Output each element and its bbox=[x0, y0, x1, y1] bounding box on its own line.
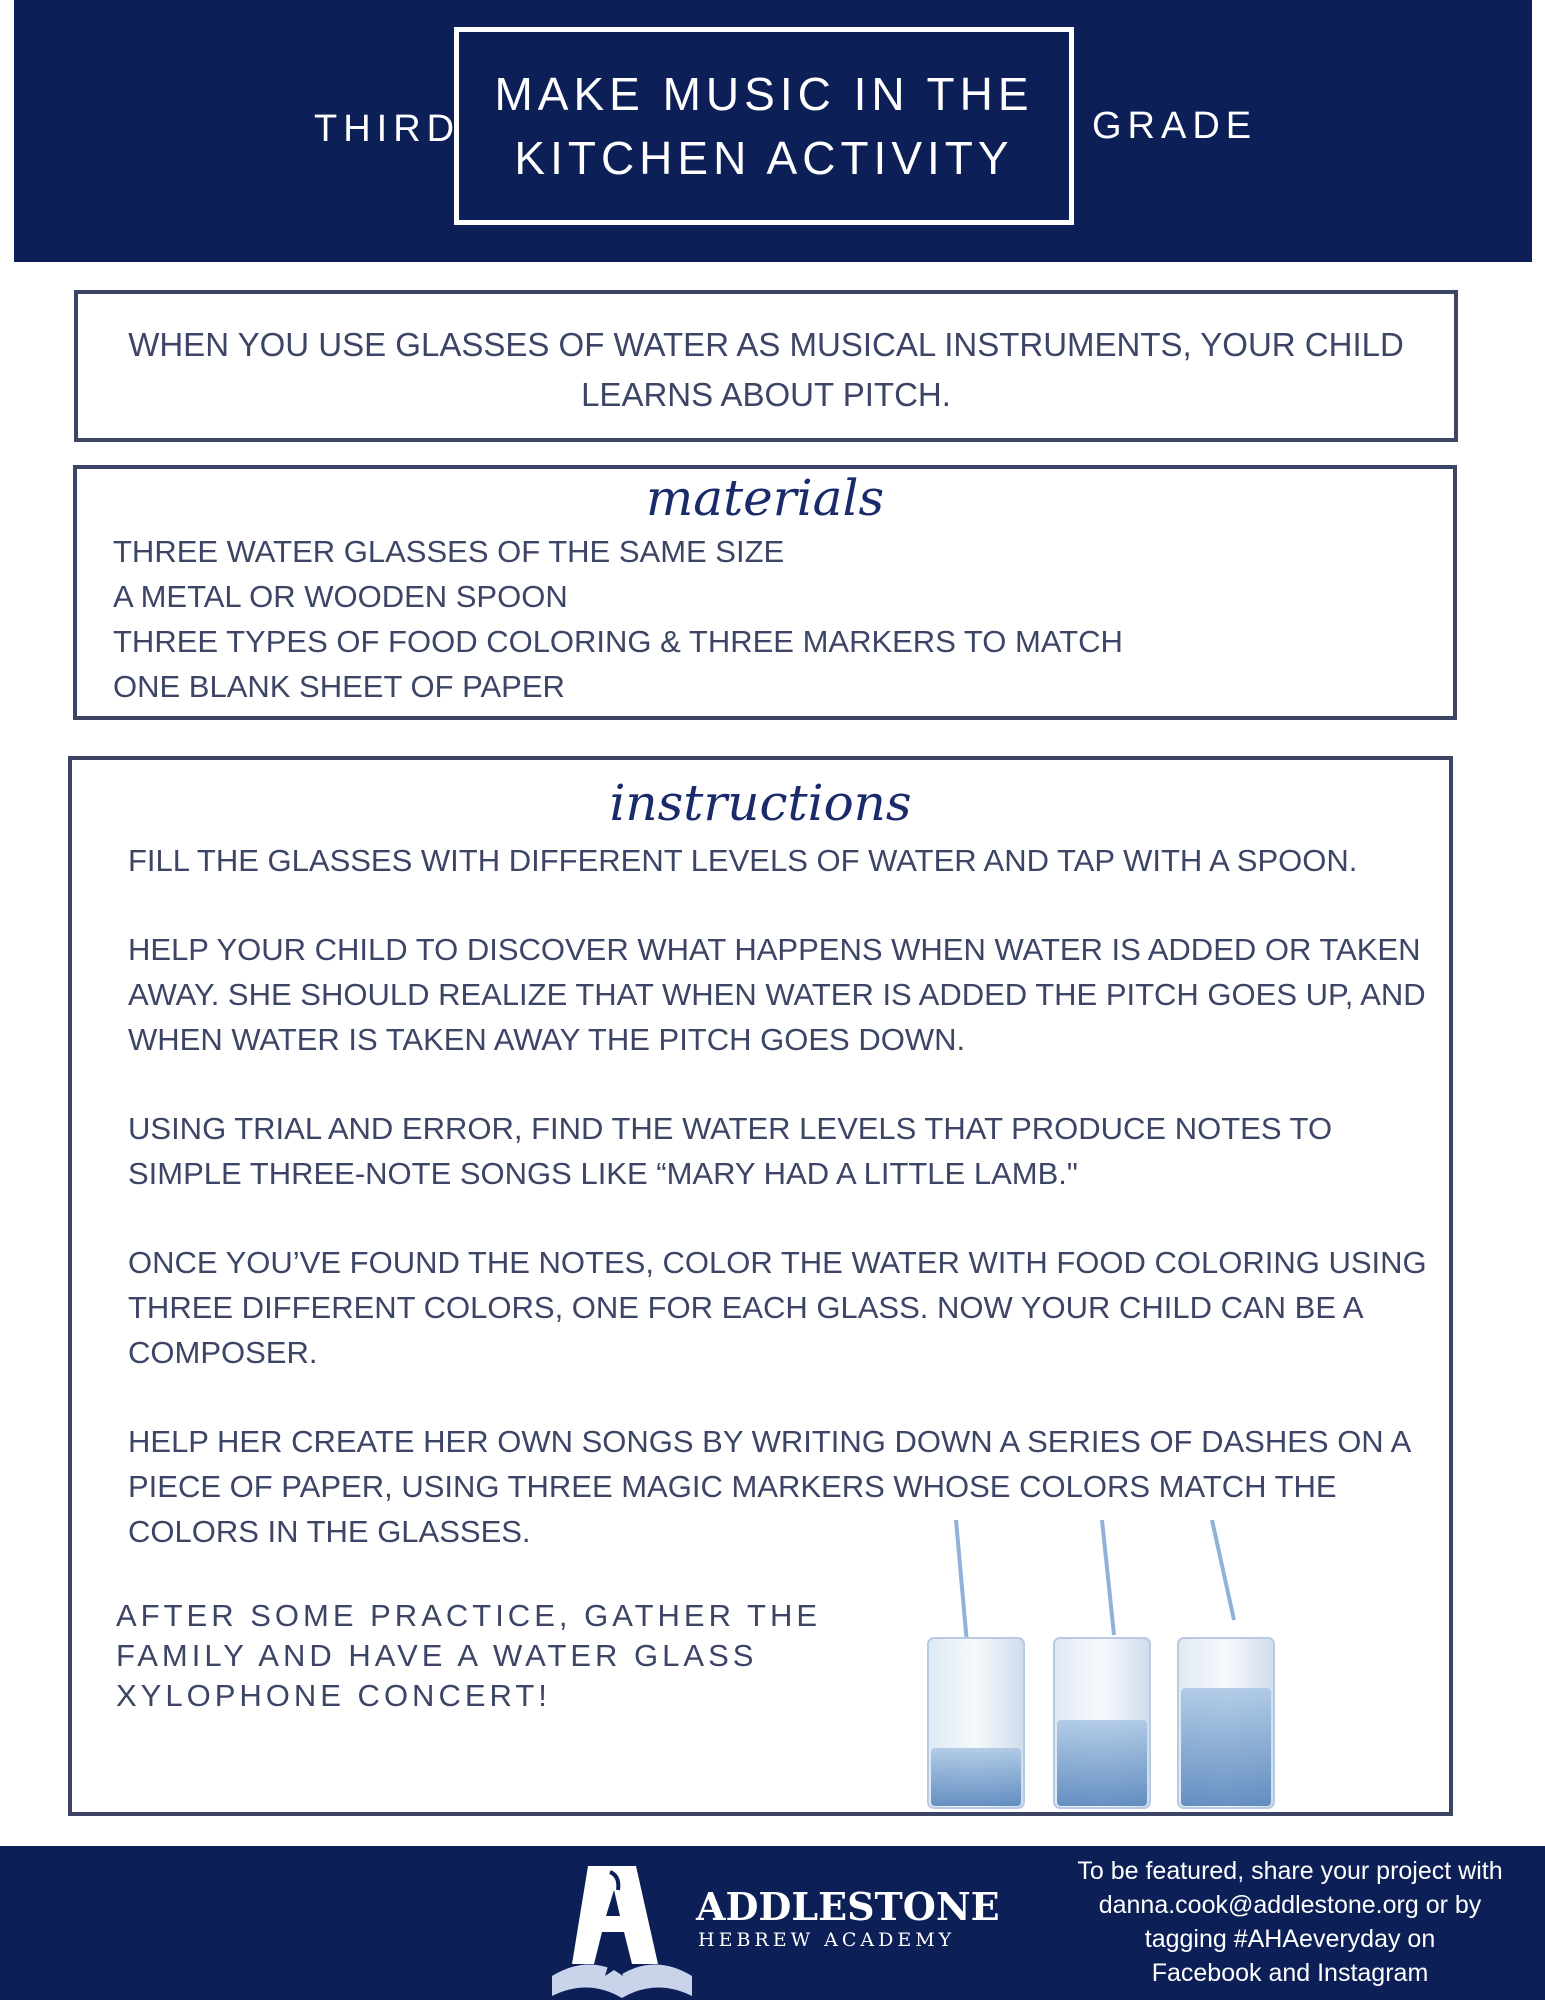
logo-a-book-icon bbox=[548, 1846, 698, 2000]
instruction-step: HELP YOUR CHILD TO DISCOVER WHAT HAPPENS WHEN WATER IS ADDED OR TAKEN AWAY. SHE SHOULD REALIZE THAT WHEN WATER IS ADDED THE PITCH GOES UP, AND WHEN WATER IS TAKEN AWAY THE PITCH GOES DOWN. bbox=[128, 932, 1426, 1057]
glass-two bbox=[1054, 1520, 1150, 1808]
materials-heading: materials bbox=[645, 469, 885, 527]
instruction-step: HELP HER CREATE HER OWN SONGS BY WRITING DOWN A SERIES OF DASHES ON A PIECE OF PAPER, USING THREE MAGIC MARKERS WHOSE COLORS MATCH THE COLORS IN THE GLASSES. bbox=[128, 1424, 1410, 1549]
footer-banner bbox=[0, 1846, 1545, 2000]
glass-one bbox=[928, 1520, 1024, 1808]
glass-three bbox=[1178, 1520, 1274, 1808]
instruction-steps bbox=[128, 838, 1428, 1598]
share-line: To be featured, share your project with bbox=[1077, 1857, 1503, 1885]
instruction-step: ONCE YOU’VE FOUND THE NOTES, COLOR THE WATER WITH FOOD COLORING USING THREE DIFFERENT COLORS, ONE FOR EACH GLASS. NOW YOUR CHILD CAN BE A COMPOSER. bbox=[128, 1245, 1427, 1370]
logo-name: ADDLESTONE bbox=[696, 1884, 1000, 1929]
list-item: THREE WATER GLASSES OF THE SAME SIZE bbox=[113, 534, 785, 569]
list-item: A METAL OR WOODEN SPOON bbox=[113, 579, 568, 614]
title-box bbox=[454, 27, 1074, 225]
instructions-box bbox=[68, 756, 1453, 1816]
share-line: Facebook and Instagram bbox=[1151, 1959, 1429, 1987]
logo-subtitle: HEBREW ACADEMY bbox=[698, 1929, 956, 1951]
water-glasses-image bbox=[922, 1520, 1382, 1810]
list-item: ONE BLANK SHEET OF PAPER bbox=[113, 669, 565, 704]
header-banner bbox=[14, 0, 1532, 262]
page-title: MAKE MUSIC IN THE KITCHEN ACTIVITY bbox=[494, 68, 1034, 184]
grade-label-right: GRADE bbox=[1092, 105, 1258, 147]
share-info bbox=[1040, 1854, 1540, 1990]
grade-label-left: THIRD bbox=[314, 108, 461, 150]
instructions-heading: instructions bbox=[609, 774, 912, 832]
intro-box bbox=[74, 290, 1458, 442]
instruction-step: FILL THE GLASSES WITH DIFFERENT LEVELS OF WATER AND TAP WITH A SPOON. bbox=[128, 843, 1358, 878]
materials-list bbox=[113, 529, 1123, 709]
share-line: tagging #AHAeveryday on bbox=[1144, 1925, 1436, 1953]
school-logo bbox=[548, 1846, 1008, 2000]
closing-text: AFTER SOME PRACTICE, GATHER THE FAMILY AND HAVE A WATER GLASS XYLOPHONE CONCERT! bbox=[116, 1598, 822, 1713]
instruction-step: USING TRIAL AND ERROR, FIND THE WATER LEVELS THAT PRODUCE NOTES TO SIMPLE THREE-NOTE SONGS LIKE “MARY HAD A LITTLE LAMB." bbox=[128, 1111, 1333, 1191]
share-line: danna.cook@addlestone.org or by bbox=[1098, 1891, 1482, 1919]
materials-box bbox=[73, 465, 1457, 720]
intro-text: WHEN YOU USE GLASSES OF WATER AS MUSICAL INSTRUMENTS, YOUR CHILD LEARNS ABOUT PITCH. bbox=[128, 326, 1404, 413]
list-item: THREE TYPES OF FOOD COLORING & THREE MARKERS TO MATCH bbox=[113, 624, 1123, 659]
